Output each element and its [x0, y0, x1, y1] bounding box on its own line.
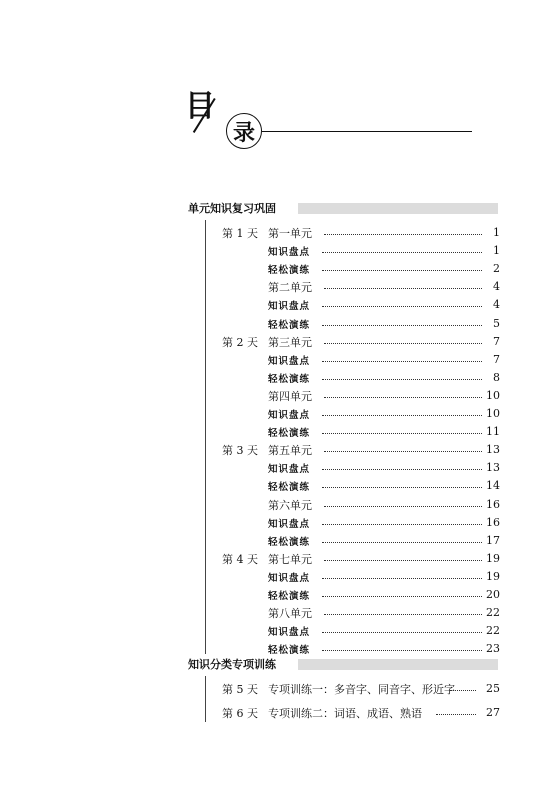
toc-entry: [0, 550, 560, 567]
toc-unit-label: 第五单元: [268, 443, 312, 457]
toc-entry: [0, 640, 560, 657]
toc-page-number: 1: [493, 226, 500, 239]
toc-leader-dots: [322, 595, 482, 597]
toc-subentry-label: 知识盘点: [268, 518, 311, 530]
toc-page-number: 1: [493, 244, 500, 257]
toc-unit-label: 第一单元: [268, 226, 312, 240]
toc-leader-dots: [324, 450, 482, 452]
toc-subentry-label: 轻松演练: [268, 536, 311, 548]
toc-page-number: 5: [493, 317, 500, 330]
toc-page-number: 4: [493, 280, 500, 293]
toc-leader-dots: [324, 342, 482, 344]
toc-day: 第 4 天: [222, 552, 258, 566]
toc-unit-label: 第二单元: [268, 280, 312, 294]
toc-leader-dots: [322, 649, 482, 651]
toc-page-number: 16: [486, 498, 500, 511]
toc-page-number: 22: [486, 606, 500, 619]
toc-leader-dots: [322, 251, 482, 253]
toc-entry: [0, 586, 560, 603]
toc-entry: [0, 224, 560, 241]
title-underline: [262, 131, 472, 132]
toc-leader-dots: [322, 523, 482, 525]
toc-entry: [0, 423, 560, 440]
toc-day: 第 2 天: [222, 335, 258, 349]
toc-leader-dots: [322, 324, 482, 326]
toc-unit-label: 第七单元: [268, 552, 312, 566]
section-bar: [298, 203, 498, 214]
toc-subentry-label: 轻松演练: [268, 481, 311, 493]
toc-page-number: 4: [493, 298, 500, 311]
toc-entry: [0, 459, 560, 476]
toc-entry: [0, 387, 560, 404]
toc-page-number: 13: [486, 443, 500, 456]
toc-entry: [0, 315, 560, 332]
toc-page-number: 10: [486, 407, 500, 420]
toc-leader-dots: [436, 713, 476, 715]
toc-day: 第 1 天: [222, 226, 258, 240]
special-entry-label: 专项训练二：词语、成语、熟语: [268, 706, 422, 720]
toc-subentry-label: 轻松演练: [268, 319, 311, 331]
toc-entry: [0, 351, 560, 368]
toc-day: 第 6 天: [222, 706, 258, 720]
toc-entry: [0, 496, 560, 513]
toc-subentry-label: 轻松演练: [268, 427, 311, 439]
toc-subentry-label: 知识盘点: [268, 300, 311, 312]
toc-unit-label: 第三单元: [268, 335, 312, 349]
toc-page-number: 2: [493, 262, 500, 275]
special-entry-label: 专项训练一：多音字、同音字、形近字: [268, 682, 455, 696]
toc-leader-dots: [324, 233, 482, 235]
toc-unit-label: 第八单元: [268, 606, 312, 620]
toc-entry: [0, 532, 560, 549]
toc-subentry-label: 知识盘点: [268, 626, 311, 638]
toc-leader-dots: [322, 631, 482, 633]
toc-page-number: 20: [486, 588, 500, 601]
title-char-lu: 录: [232, 119, 255, 146]
toc-unit-label: 第四单元: [268, 389, 312, 403]
toc-page-number: 7: [493, 335, 500, 348]
toc-leader-dots: [324, 396, 482, 398]
toc-leader-dots: [322, 269, 482, 271]
toc-entry: [0, 333, 560, 350]
special-entry: [0, 704, 560, 721]
toc-leader-dots: [322, 414, 482, 416]
toc-entry: [0, 369, 560, 386]
toc-subentry-label: 轻松演练: [268, 644, 311, 656]
toc-page-number: 14: [486, 479, 500, 492]
toc-subentry-label: 知识盘点: [268, 463, 311, 475]
toc-subentry-label: 轻松演练: [268, 590, 311, 602]
toc-entry: [0, 278, 560, 295]
toc-page-number: 19: [486, 570, 500, 583]
toc-entry: [0, 604, 560, 621]
toc-leader-dots: [324, 287, 482, 289]
toc-leader-dots: [322, 577, 482, 579]
toc-entry: [0, 441, 560, 458]
toc-leader-dots: [322, 432, 482, 434]
toc-page-number: 27: [486, 706, 500, 719]
toc-page-number: 22: [486, 624, 500, 637]
toc-page-number: 16: [486, 516, 500, 529]
toc-subentry-label: 轻松演练: [268, 264, 311, 276]
toc-entry: [0, 514, 560, 531]
toc-entry: [0, 296, 560, 313]
section-label: 知识分类专项训练: [188, 658, 276, 671]
special-entry: [0, 680, 560, 697]
toc-subentry-label: 知识盘点: [268, 572, 311, 584]
section-label: 单元知识复习巩固: [188, 202, 276, 215]
toc-entry: [0, 622, 560, 639]
toc-page-number: 10: [486, 389, 500, 402]
toc-leader-dots: [322, 378, 482, 380]
section-header-unit-review: [188, 200, 276, 216]
toc-leader-dots: [322, 486, 482, 488]
title-circle-lu: [226, 113, 262, 149]
toc-entry: [0, 477, 560, 494]
title-char-mu: 目: [185, 89, 215, 124]
toc-page-number: 25: [486, 682, 500, 695]
toc-page-number: 7: [493, 353, 500, 366]
toc-page-number: 11: [486, 425, 500, 438]
toc-entry: [0, 405, 560, 422]
toc-page-number: 23: [486, 642, 500, 655]
toc-leader-dots: [324, 613, 482, 615]
toc-subentry-label: 轻松演练: [268, 373, 311, 385]
toc-entry: [0, 568, 560, 585]
toc-leader-dots: [322, 468, 482, 470]
toc-page-number: 13: [486, 461, 500, 474]
toc-leader-dots: [450, 689, 476, 691]
toc-leader-dots: [322, 360, 482, 362]
toc-subentry-label: 知识盘点: [268, 246, 311, 258]
toc-subentry-label: 知识盘点: [268, 409, 311, 421]
toc-leader-dots: [324, 505, 482, 507]
toc-subentry-label: 知识盘点: [268, 355, 311, 367]
toc-entry: [0, 242, 560, 259]
toc-leader-dots: [324, 559, 482, 561]
toc-page-number: 8: [493, 371, 500, 384]
toc-day: 第 3 天: [222, 443, 258, 457]
toc-leader-dots: [322, 541, 482, 543]
section-bar: [298, 659, 498, 670]
toc-page-number: 17: [486, 534, 500, 547]
toc-entry: [0, 260, 560, 277]
toc-leader-dots: [322, 305, 482, 307]
toc-page-number: 19: [486, 552, 500, 565]
toc-unit-label: 第六单元: [268, 498, 312, 512]
toc-day: 第 5 天: [222, 682, 258, 696]
section-header-special-training: [188, 656, 276, 672]
